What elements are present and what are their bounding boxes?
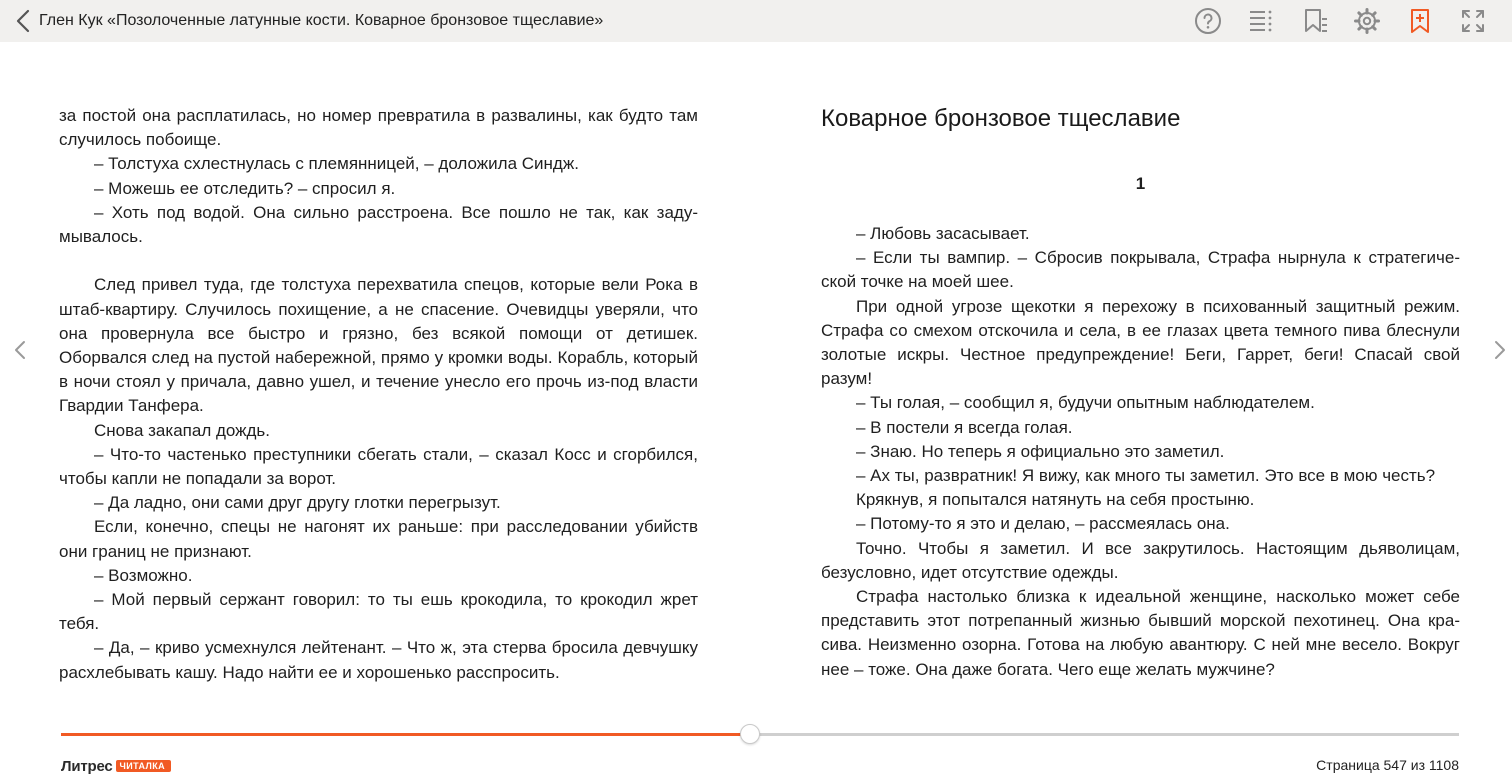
- paragraph: – Возможно.: [94, 565, 193, 585]
- fullscreen-icon: [1460, 8, 1486, 34]
- logo-text: Литрес: [61, 757, 113, 775]
- paragraph: – Любовь засасывает.: [856, 224, 1030, 243]
- page-counter: Страница 547 из 1108: [1316, 757, 1459, 773]
- paragraph: – Потому-то я это и делаю, – рассмеялась она.: [856, 514, 1230, 534]
- paragraph: – Что-то частенько преступники сбегать стали, – сказал Косс и сгорбился, чтобы капли не попадали за ворот.: [59, 444, 698, 489]
- reading-progress-handle[interactable]: [740, 724, 760, 744]
- paragraph: – Ах ты, развратник! Я вижу, как много ты заметил. Это все в мою честь?: [856, 466, 1436, 486]
- next-page-button[interactable]: [1490, 337, 1510, 363]
- paragraph: Крякнув, я попытался натянуть на себя простыню.: [856, 490, 1255, 510]
- back-arrow-icon: [12, 9, 34, 33]
- paragraph: – Если ты вампир. – Сбросив покрывала, Страфа нырнула к стратегической точке на моей шее.: [821, 248, 1460, 292]
- paragraph: Если, конечно, спецы не нагонят их раньше: при расследовании убийств они границ не признают.: [59, 517, 698, 561]
- contents-button[interactable]: [1246, 6, 1276, 36]
- add-bookmark-button[interactable]: [1405, 6, 1435, 36]
- paragraph-spacer: [59, 249, 698, 273]
- paragraph: След привел туда, где толстуха перехватила спецов, которые вели Рока в штаб-квартиру. Случилось похищение, а не спасение. Очевидцы уверяли, что она провернула все быстро и грязно, без всякой помощи от детишек. Оборвался след на пустой набережной, прямо у кромки воды. Корабль, который в ночи стоял у причала, давно ушел, и течение унесло его прочь из-под власти Гвардии Танфера.: [59, 275, 698, 416]
- reading-progress-bar[interactable]: [61, 733, 1459, 736]
- chevron-left-icon: [10, 337, 30, 363]
- help-button[interactable]: [1193, 6, 1223, 36]
- back-button[interactable]: [12, 9, 34, 33]
- settings-button[interactable]: [1352, 6, 1382, 36]
- right-page-body: [821, 222, 1460, 682]
- chapter-title: Коварное бронзовое тщеславие: [821, 105, 1181, 132]
- paragraph: – Толстуха схлестнулась с племянницей, – доложила Синдж.: [94, 154, 579, 174]
- paragraph: – Да ладно, они сами друг другу глотки перегрызут.: [94, 493, 501, 513]
- paragraph: – В постели я всегда голая.: [856, 417, 1073, 437]
- paragraph: Снова закапал дождь.: [94, 420, 271, 440]
- logo-badge: ЧИТАЛКА: [116, 760, 171, 772]
- paragraph: – Да, – криво усмехнулся лейтенант. – Что ж, эта стерва бросила девчушку расхлебывать кашу. Надо найти ее и хорошенько расспросить.: [59, 638, 698, 682]
- paragraph: – Знаю. Но теперь я официально это заметил.: [856, 441, 1225, 461]
- settings-icon: [1353, 7, 1381, 35]
- litres-logo[interactable]: [61, 756, 171, 776]
- reading-progress-fill: [61, 733, 750, 736]
- left-page: [59, 104, 698, 685]
- add-bookmark-icon: [1408, 7, 1432, 35]
- right-page: [821, 104, 1460, 682]
- chevron-right-icon: [1490, 337, 1510, 363]
- paragraph: – Ты голая, – сообщил я, будучи опытным наблюдателем.: [856, 393, 1315, 413]
- paragraph: – Хоть под водой. Она сильно расстроена. Все пошло не так, как задумывалось.: [59, 202, 698, 247]
- paragraph: При одной угрозе щекотки я перехожу в психованный защитный режим. Страфа со смехом отскочила и села, в ее глазах цвета темного пива блеснули золотые искры. Честное предупреждение! Беги, Гаррет, беги! Спасай свой разум!: [821, 296, 1460, 389]
- paragraph: – Мой первый сержант говорил: то ты ешь крокодила, то крокодил жрет тебя.: [59, 590, 698, 634]
- paragraph: Страфа настолько близка к идеальной женщине, насколько может себе представить этот потрепанный жизнью бывший морской пехотинец. Она красива. Неизменно озорна. Готова на любую авантюру. С ней мне весело. Вокруг нее – тоже. Она даже богата. Чего еще желать мужчине?: [821, 587, 1460, 679]
- paragraph: – Можешь ее отследить? – спросил я.: [94, 178, 396, 198]
- contents-icon: [1247, 8, 1275, 34]
- help-icon: [1194, 7, 1222, 35]
- top-toolbar: [0, 0, 1512, 42]
- bookmarks-list-button[interactable]: [1300, 6, 1330, 36]
- paragraph: за постой она расплатилась, но номер превратила в развалины, как будто там случилось побоище.: [59, 106, 698, 150]
- book-title: Глен Кук «Позолоченные латунные кости. Коварное бронзовое тщеславие»: [39, 12, 604, 29]
- chapter-number: 1: [1135, 174, 1146, 193]
- previous-page-button[interactable]: [10, 337, 30, 363]
- fullscreen-button[interactable]: [1458, 6, 1488, 36]
- paragraph: Точно. Чтобы я заметил. И все закрутилось. Настоящим дьяволицам, безусловно, идет отсутствие одежды.: [821, 538, 1460, 582]
- bookmarks-list-icon: [1302, 7, 1328, 35]
